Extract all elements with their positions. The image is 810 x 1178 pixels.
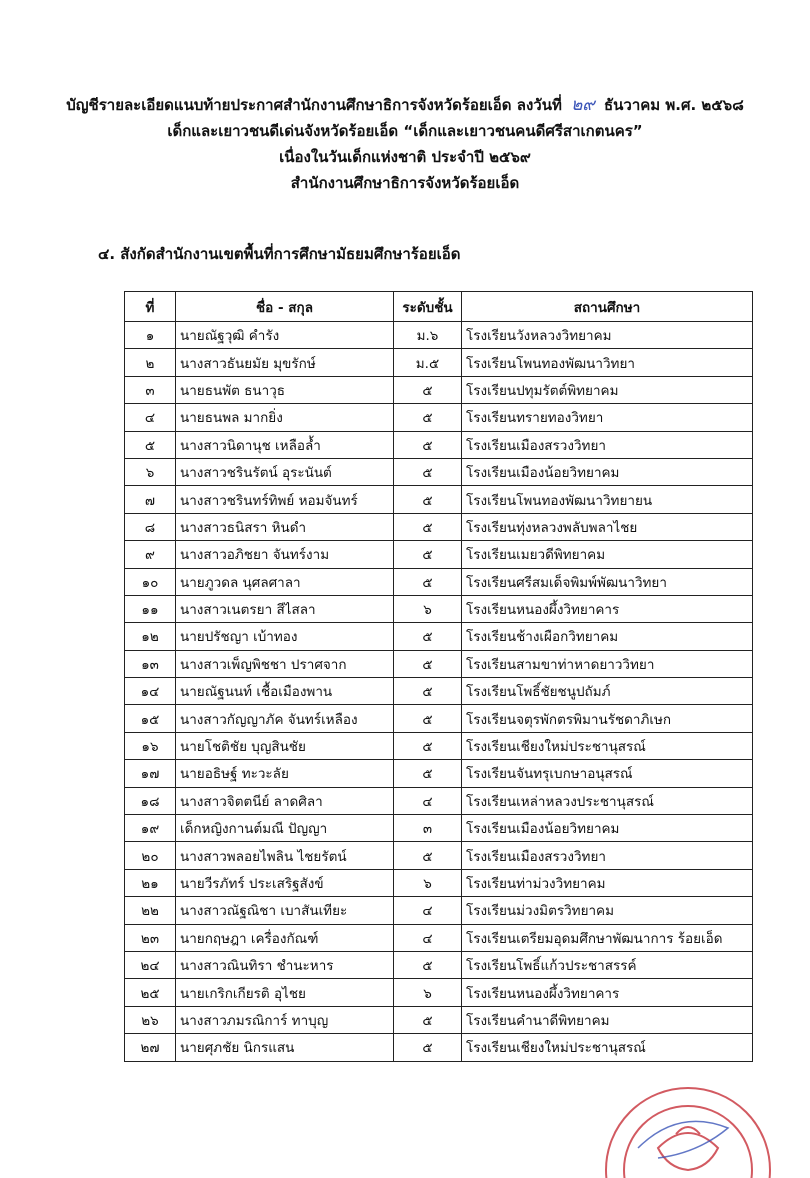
table-row: [125, 760, 753, 787]
school-name: โรงเรียนโพนทองพัฒนาวิทยา: [462, 349, 753, 376]
table-row: [125, 404, 753, 431]
row-number: ๒๒: [125, 897, 176, 924]
grade-level: ๔: [394, 924, 462, 951]
student-name: นายโชติชัย บุญสินชัย: [176, 732, 394, 759]
student-name: นางสาวธันยมัย มุขรักษ์: [176, 349, 394, 376]
grade-level: ม.๕: [394, 349, 462, 376]
school-name: โรงเรียนเมืองสรวงวิทยา: [462, 842, 753, 869]
student-name: นางสาวณินทิรา ชำนะหาร: [176, 951, 394, 978]
student-name: นางสาวธนิสรา หินดำ: [176, 513, 394, 540]
school-name: โรงเรียนเมืองน้อยวิทยาคม: [462, 458, 753, 485]
school-name: โรงเรียนม่วงมิตรวิทยาคม: [462, 897, 753, 924]
grade-level: ๕: [394, 951, 462, 978]
student-name: นายธนพัต ธนาวุธ: [176, 376, 394, 403]
official-seal-icon: [598, 1078, 778, 1178]
document-header: [0, 92, 810, 196]
column-header-level: ระดับชั้น: [394, 292, 462, 322]
student-name: นายอธิษฐ์ ทะวะลัย: [176, 760, 394, 787]
school-name: โรงเรียนสามขาท่าหาดยาววิทยา: [462, 650, 753, 677]
grade-level: ๕: [394, 431, 462, 458]
row-number: ๑๖: [125, 732, 176, 759]
table-row: [125, 705, 753, 732]
column-header-name: ชื่อ - สกุล: [176, 292, 394, 322]
row-number: ๗: [125, 486, 176, 513]
table-row: [125, 951, 753, 978]
header-line-1-prefix: บัญชีรายละเอียดแนบท้ายประกาศสำนักงานศึกษาธิการจังหวัดร้อยเอ็ด ลงวันที่: [66, 96, 562, 114]
table-row: [125, 568, 753, 595]
row-number: ๑๔: [125, 678, 176, 705]
table-row: [125, 650, 753, 677]
school-name: โรงเรียนโพนทองพัฒนาวิทยายน: [462, 486, 753, 513]
row-number: ๑๗: [125, 760, 176, 787]
student-name: นางสาวพลอยไพลิน ไชยรัตน์: [176, 842, 394, 869]
row-number: ๑๓: [125, 650, 176, 677]
grade-level: ๕: [394, 541, 462, 568]
student-name: นายภูวดล นุศลศาลา: [176, 568, 394, 595]
school-name: โรงเรียนหนองผึ้งวิทยาคาร: [462, 595, 753, 622]
table-row: [125, 1034, 753, 1061]
row-number: ๕: [125, 431, 176, 458]
table-row: [125, 431, 753, 458]
grade-level: ๕: [394, 568, 462, 595]
grade-level: ๕: [394, 705, 462, 732]
table-row: [125, 513, 753, 540]
student-name: เด็กหญิงกานต์มณี ปัญญา: [176, 815, 394, 842]
row-number: ๙: [125, 541, 176, 568]
grade-level: ๕: [394, 623, 462, 650]
row-number: ๒๕: [125, 979, 176, 1006]
grade-level: ๕: [394, 732, 462, 759]
table-row: [125, 924, 753, 951]
table-row: [125, 678, 753, 705]
grade-level: ๕: [394, 376, 462, 403]
header-line-1-suffix: ธันวาคม พ.ศ. ๒๕๖๘: [604, 96, 744, 114]
grade-level: ๕: [394, 513, 462, 540]
header-line-4: สำนักงานศึกษาธิการจังหวัดร้อยเอ็ด: [290, 174, 520, 192]
grade-level: ๕: [394, 486, 462, 513]
school-name: โรงเรียนปทุมรัตต์พิทยาคม: [462, 376, 753, 403]
table-header-row: [125, 292, 753, 322]
school-name: โรงเรียนเชียงใหม่ประชานุสรณ์: [462, 1034, 753, 1061]
school-name: โรงเรียนเมืองน้อยวิทยาคม: [462, 815, 753, 842]
student-name: นางสาวเพ็ญพิชชา ปราศจาก: [176, 650, 394, 677]
student-name: นายณัฐนนท์ เชื้อเมืองพาน: [176, 678, 394, 705]
handwritten-day: ๒๙: [571, 95, 595, 115]
header-line-2: เด็กและเยาวชนดีเด่นจังหวัดร้อยเอ็ด “เด็กและเยาวชนคนดีศรีสาเกตนคร”: [167, 122, 643, 140]
row-number: ๔: [125, 404, 176, 431]
roster-table: [124, 291, 753, 1062]
school-name: โรงเรียนโพธิ์ชัยชนูปถัมภ์: [462, 678, 753, 705]
grade-level: ๕: [394, 1034, 462, 1061]
grade-level: ๖: [394, 595, 462, 622]
school-name: โรงเรียนจตุรพักตรพิมานรัชดาภิเษก: [462, 705, 753, 732]
section-title: ๔. สังกัดสำนักงานเขตพื้นที่การศึกษามัธยมศึกษาร้อยเอ็ด: [98, 245, 461, 263]
student-name: นางสาวเนตรยา สีไสลา: [176, 595, 394, 622]
student-name: นางสาวชรินรัตน์ อุระนันต์: [176, 458, 394, 485]
grade-level: ๓: [394, 815, 462, 842]
grade-level: ๔: [394, 897, 462, 924]
row-number: ๘: [125, 513, 176, 540]
student-name: นายปรัชญา เบ้าทอง: [176, 623, 394, 650]
school-name: โรงเรียนคำนาดีพิทยาคม: [462, 1006, 753, 1033]
row-number: ๑๘: [125, 787, 176, 814]
table-row: [125, 541, 753, 568]
student-name: นายเกริกเกียรติ อุไชย: [176, 979, 394, 1006]
school-name: โรงเรียนเตรียมอุดมศึกษาพัฒนาการ ร้อยเอ็ด: [462, 924, 753, 951]
grade-level: ๖: [394, 869, 462, 896]
table-row: [125, 1006, 753, 1033]
grade-level: ๕: [394, 842, 462, 869]
student-name: นายศุภชัย นิกรแสน: [176, 1034, 394, 1061]
table-row: [125, 842, 753, 869]
row-number: ๓: [125, 376, 176, 403]
row-number: ๒: [125, 349, 176, 376]
row-number: ๑๙: [125, 815, 176, 842]
column-header-no: ที่: [125, 292, 176, 322]
table-row: [125, 322, 753, 349]
school-name: โรงเรียนเหล่าหลวงประชานุสรณ์: [462, 787, 753, 814]
student-name: นางสาวอภิชยา จันทร์งาม: [176, 541, 394, 568]
grade-level: ๔: [394, 787, 462, 814]
student-name: นางสาวชรินทร์ทิพย์ หอมจันทร์: [176, 486, 394, 513]
grade-level: ๖: [394, 979, 462, 1006]
student-name: นายกฤษฎา เครื่องกัณฑ์: [176, 924, 394, 951]
school-name: โรงเรียนเมืองสรวงวิทยา: [462, 431, 753, 458]
grade-level: ๕: [394, 1006, 462, 1033]
table-row: [125, 979, 753, 1006]
table-row: [125, 732, 753, 759]
grade-level: ๕: [394, 650, 462, 677]
table-row: [125, 897, 753, 924]
row-number: ๒๖: [125, 1006, 176, 1033]
school-name: โรงเรียนจันทรุเบกษาอนุสรณ์: [462, 760, 753, 787]
table-row: [125, 595, 753, 622]
student-name: นางสาวกัญญาภัค จันทร์เหลือง: [176, 705, 394, 732]
grade-level: ๕: [394, 458, 462, 485]
student-name: นางสาวจิตตนีย์ ลาดศิลา: [176, 787, 394, 814]
student-name: นางสาวนิดานุช เหลือล้ำ: [176, 431, 394, 458]
row-number: ๒๔: [125, 951, 176, 978]
school-name: โรงเรียนทรายทองวิทยา: [462, 404, 753, 431]
table-row: [125, 486, 753, 513]
table-row: [125, 623, 753, 650]
roster-table-body: [125, 322, 753, 1062]
school-name: โรงเรียนช้างเผือกวิทยาคม: [462, 623, 753, 650]
row-number: ๒๐: [125, 842, 176, 869]
header-line-1: [0, 92, 810, 118]
table-row: [125, 376, 753, 403]
student-name: นายธนพล มากยิ่ง: [176, 404, 394, 431]
table-row: [125, 815, 753, 842]
row-number: ๒๓: [125, 924, 176, 951]
table-row: [125, 458, 753, 485]
school-name: โรงเรียนเชียงใหม่ประชานุสรณ์: [462, 732, 753, 759]
school-name: โรงเรียนวังหลวงวิทยาคม: [462, 322, 753, 349]
grade-level: ๕: [394, 404, 462, 431]
school-name: โรงเรียนทุ่งหลวงพลับพลาไชย: [462, 513, 753, 540]
school-name: โรงเรียนศรีสมเด็จพิมพ์พัฒนาวิทยา: [462, 568, 753, 595]
student-name: นางสาวณัฐณิชา เบาสันเทียะ: [176, 897, 394, 924]
table-row: [125, 787, 753, 814]
student-name: นายวีรภัทร์ ประเสริฐสังข์: [176, 869, 394, 896]
student-name: นางสาวภมรณิการ์ ทาบุญ: [176, 1006, 394, 1033]
row-number: ๖: [125, 458, 176, 485]
grade-level: ม.๖: [394, 322, 462, 349]
school-name: โรงเรียนโพธิ์แก้วประชาสรรค์: [462, 951, 753, 978]
table-row: [125, 349, 753, 376]
row-number: ๑๒: [125, 623, 176, 650]
school-name: โรงเรียนท่าม่วงวิทยาคม: [462, 869, 753, 896]
column-header-school: สถานศึกษา: [462, 292, 753, 322]
table-row: [125, 869, 753, 896]
school-name: โรงเรียนเมยวดีพิทยาคม: [462, 541, 753, 568]
row-number: ๑: [125, 322, 176, 349]
row-number: ๑๑: [125, 595, 176, 622]
row-number: ๒๗: [125, 1034, 176, 1061]
grade-level: ๕: [394, 678, 462, 705]
student-name: นายณัฐวุฒิ คำรัง: [176, 322, 394, 349]
grade-level: ๕: [394, 760, 462, 787]
row-number: ๒๑: [125, 869, 176, 896]
row-number: ๑๐: [125, 568, 176, 595]
row-number: ๑๕: [125, 705, 176, 732]
school-name: โรงเรียนหนองผึ้งวิทยาคาร: [462, 979, 753, 1006]
header-line-3: เนื่องในวันเด็กแห่งชาติ ประจำปี ๒๕๖๙: [279, 148, 531, 166]
